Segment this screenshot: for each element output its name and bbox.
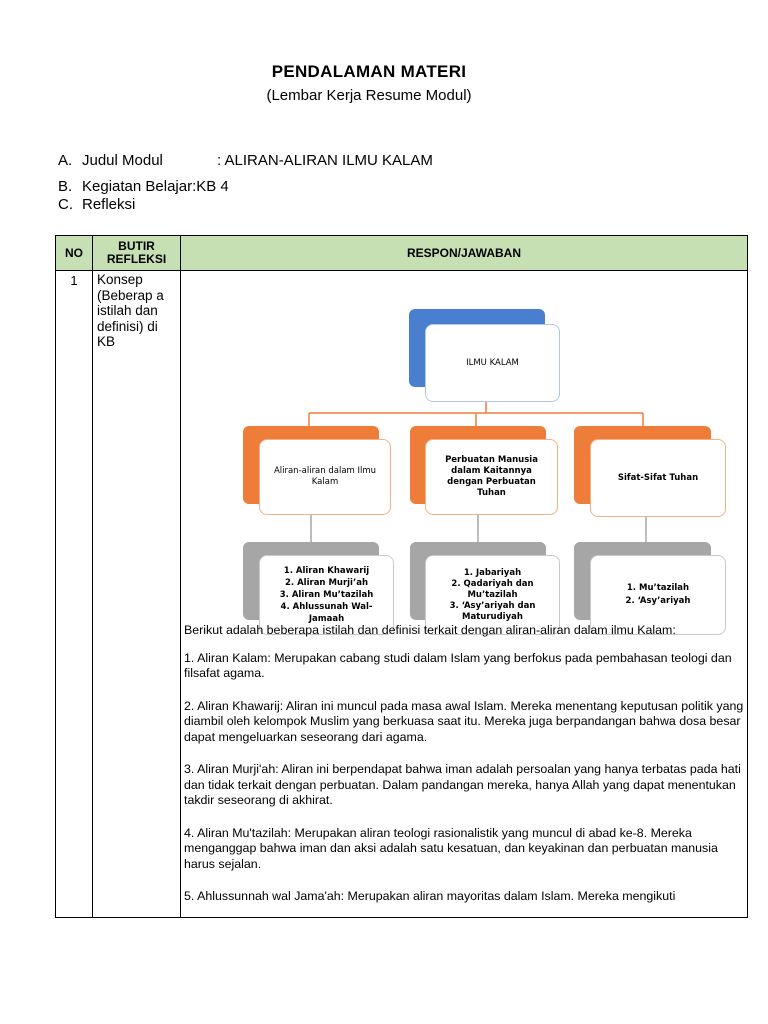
meta-letter-a: A. bbox=[58, 152, 73, 169]
header-butir-refleksi: BUTIR REFLEKSI bbox=[93, 236, 181, 271]
list-item: 2. ‘Asy’ariyah bbox=[625, 596, 691, 606]
list-item: 2. Qadariyah dan Mu’tazilah bbox=[451, 578, 534, 600]
meta-letter-b: B. bbox=[58, 178, 73, 195]
meta-value-kegiatan: :KB 4 bbox=[192, 178, 229, 195]
meta-letter-c: C. bbox=[58, 196, 73, 213]
meta-label-judul: Judul Modul bbox=[82, 152, 163, 169]
row-number: 1 bbox=[56, 271, 93, 918]
level1-perbuatan-box: Perbuatan Manusia dalam Kaitannya dengan Perbuatan Tuhan bbox=[425, 439, 558, 515]
table-header-row bbox=[56, 236, 748, 271]
table-row bbox=[56, 271, 748, 918]
document-title: PENDALAMAN MATERI bbox=[271, 62, 467, 81]
row-butir-text: Konsep (Beberap a istilah dan definisi) di KB bbox=[93, 271, 181, 918]
level1-aliran-box: Aliran-aliran dalam Ilmu Kalam bbox=[259, 439, 391, 515]
list-item: 2. Aliran Murji’ah bbox=[285, 578, 368, 588]
level1-sifat-box: Sifat-Sifat Tuhan bbox=[590, 439, 726, 517]
row-response-cell bbox=[181, 271, 748, 918]
meta-label-refleksi: Refleksi bbox=[82, 196, 136, 213]
root-box: ILMU KALAM bbox=[425, 324, 560, 402]
definition-item: 2. Aliran Khawarij: Aliran ini muncul pada masa awal Islam. Mereka menentang keputusan politik yang diambil oleh kelompok Muslim yang berkuasa saat itu. Mereka juga berpandangan bahwa dosa besar dapat mengeluarkan seseorang dari agama. bbox=[184, 698, 744, 744]
list-item: 3. ‘Asy’ariyah dan Maturudiyah bbox=[449, 600, 536, 622]
ilmu-kalam-diagram bbox=[181, 271, 751, 624]
header-no: NO bbox=[56, 236, 93, 271]
definition-item: 1. Aliran Kalam: Merupakan cabang studi dalam Islam yang berfokus pada pembahasan teologi dan filsafat agama. bbox=[184, 650, 732, 680]
reflection-table bbox=[55, 235, 748, 918]
list-item: 1. Aliran Khawarij bbox=[283, 566, 370, 576]
meta-refleksi bbox=[58, 196, 135, 214]
document-subtitle: (Lembar Kerja Resume Modul) bbox=[266, 87, 472, 104]
header-respon-jawaban: RESPON/JAWABAN bbox=[181, 236, 748, 271]
list-item: 4. Ahlussunah Wal-Jamaah bbox=[280, 602, 373, 624]
meta-value-judul: : ALIRAN-ALIRAN ILMU KALAM bbox=[217, 152, 433, 169]
list-item: 1. Mu’tazilah bbox=[626, 583, 690, 593]
meta-kegiatan-belajar bbox=[58, 178, 229, 196]
definition-item: 4. Aliran Mu'tazilah: Merupakan aliran teologi rasionalistik yang muncul di abad ke-8. Mereka menganggap bahwa iman dan aksi adalah satu kesatuan, dan keyakinan dan perbuatan manusia harus sejalan. bbox=[184, 825, 718, 871]
definition-text bbox=[184, 623, 746, 922]
meta-judul-modul bbox=[58, 152, 433, 170]
list-item: 3. Aliran Mu’tazilah bbox=[279, 590, 374, 600]
list-item: 1. Jabariyah bbox=[463, 567, 522, 578]
definition-item: 5. Ahlussunnah wal Jama'ah: Merupakan aliran mayoritas dalam Islam. Mereka mengikuti bbox=[184, 889, 676, 903]
meta-label-kegiatan: Kegiatan Belajar bbox=[82, 178, 193, 195]
definition-item: 3. Aliran Murji'ah: Aliran ini berpendapat bahwa iman adalah persoalan yang hanya terbatas pada hati dan tidak terkait dengan perbuatan. Dalam pandangan mereka, hanya Allah yang dapat menentukan takdir seseorang di akhirat. bbox=[184, 762, 741, 807]
intro-paragraph: Berikut adalah beberapa istilah dan definisi terkait dengan aliran-aliran dalam ilmu Kalam: bbox=[184, 623, 676, 637]
